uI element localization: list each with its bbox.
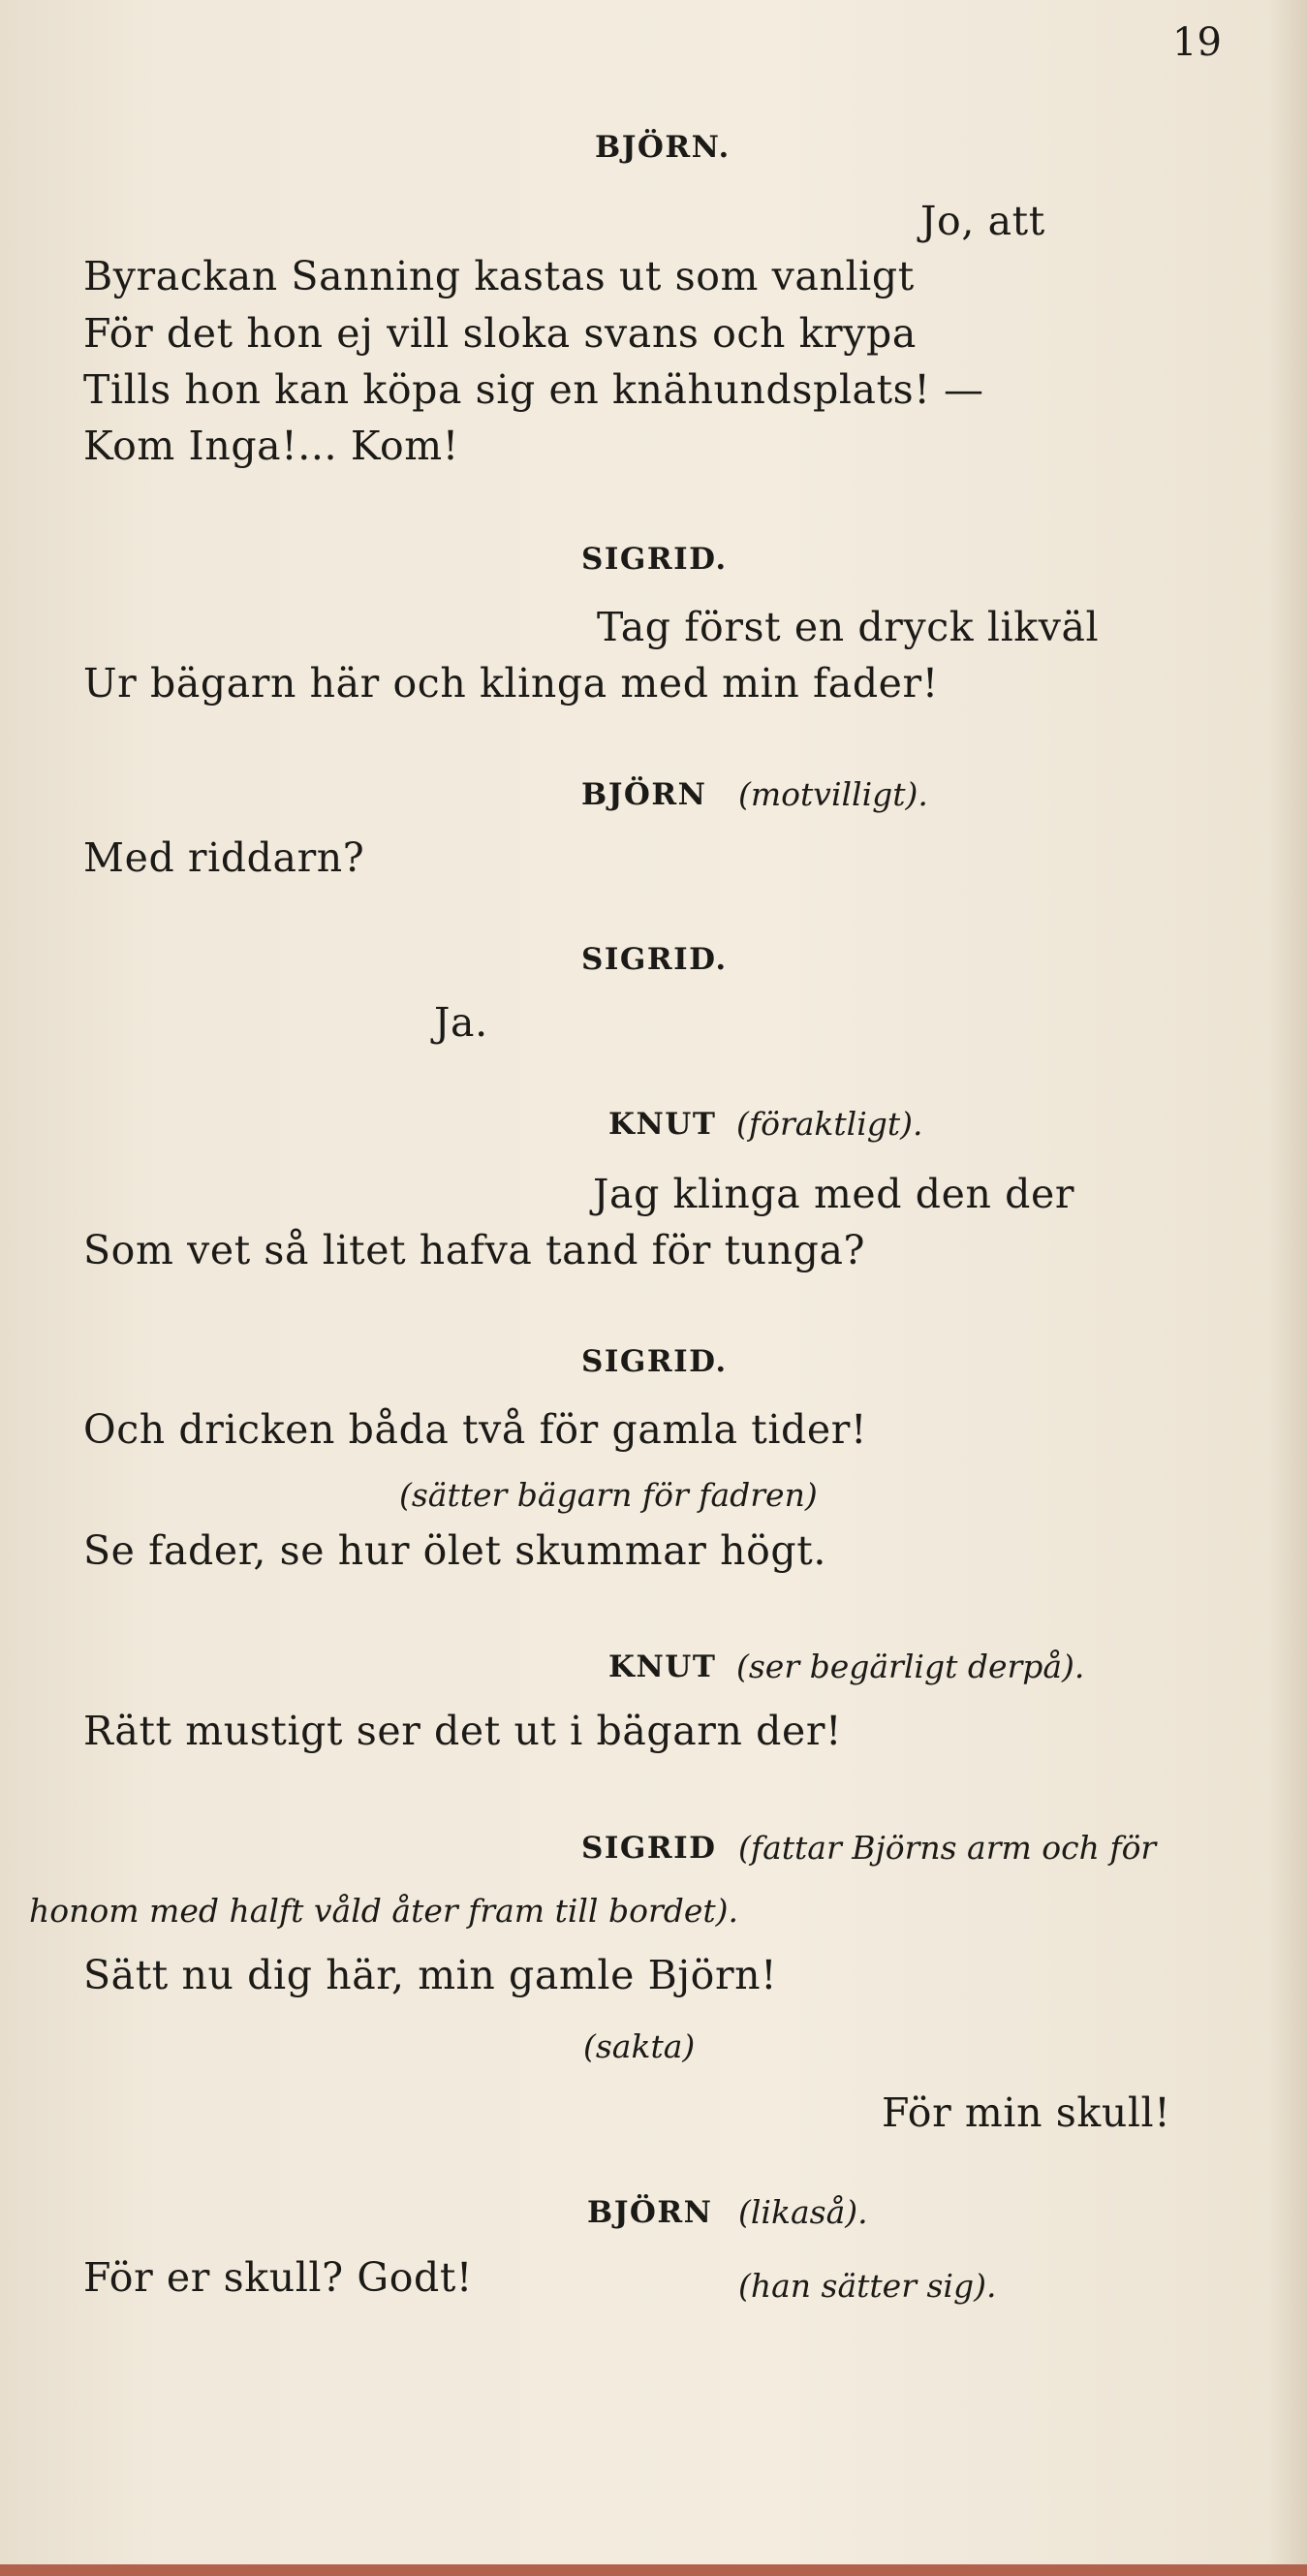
verse-line: Sätt nu dig här, min gamle Björn! [83, 1952, 778, 1998]
verse-line: Jo, att [920, 198, 1045, 244]
page-edge-shadow [1268, 0, 1307, 2576]
speaker-sigrid: SIGRID. [581, 1344, 728, 1379]
verse-line: Som vet så litet hafva tand för tunga? [83, 1227, 866, 1273]
speaker-knut: KNUT [608, 1649, 717, 1684]
verse-line: För er skull? Godt! [83, 2254, 473, 2301]
verse-line: Byrackan Sanning kastas ut som vanligt [83, 253, 915, 299]
page-bottom-edge [0, 2564, 1307, 2576]
stage-direction: (fattar Björns arm och för [738, 1829, 1157, 1867]
page-number: 19 [1172, 20, 1222, 65]
stage-direction: (sakta) [583, 2027, 696, 2065]
speaker-bjorn: BJÖRN [587, 2195, 713, 2230]
verse-line: Och dricken båda två för gamla tider! [83, 1406, 868, 1453]
verse-line: Tag först en dryck likväl [597, 604, 1100, 650]
verse-line: För det hon ej vill sloka svans och krypa [83, 310, 917, 357]
stage-direction: (motvilligt). [738, 775, 928, 813]
speaker-bjorn: BJÖRN [581, 777, 707, 812]
verse-line: Rätt mustigt ser det ut i bägarn der! [83, 1708, 843, 1754]
stage-direction: (likaså). [738, 2193, 868, 2231]
stage-direction: honom med halft våld åter fram till bordet). [29, 1892, 739, 1930]
verse-line: Kom Inga!... Kom! [83, 423, 459, 469]
verse-line: Jag klinga med den der [593, 1171, 1075, 1217]
verse-line: För min skull! [882, 2089, 1171, 2136]
stage-direction: (han sätter sig). [738, 2267, 997, 2305]
stage-direction: (föraktligt). [736, 1105, 923, 1143]
verse-line: Se fader, se hur ölet skummar högt. [83, 1527, 826, 1574]
speaker-sigrid: SIGRID [581, 1831, 717, 1866]
stage-direction: (ser begärligt derpå). [736, 1648, 1085, 1685]
verse-line: Tills hon kan köpa sig en knähundsplats! — [83, 366, 984, 413]
speaker-knut: KNUT [608, 1107, 717, 1142]
speaker-sigrid: SIGRID. [581, 942, 728, 977]
speaker-sigrid: SIGRID. [581, 542, 728, 577]
verse-line: Ja. [434, 999, 488, 1046]
verse-line: Med riddarn? [83, 834, 365, 881]
speaker-bjorn: BJÖRN. [595, 130, 731, 165]
stage-direction: (sätter bägarn för fadren) [399, 1476, 818, 1514]
verse-line: Ur bägarn här och klinga med min fader! [83, 660, 939, 707]
